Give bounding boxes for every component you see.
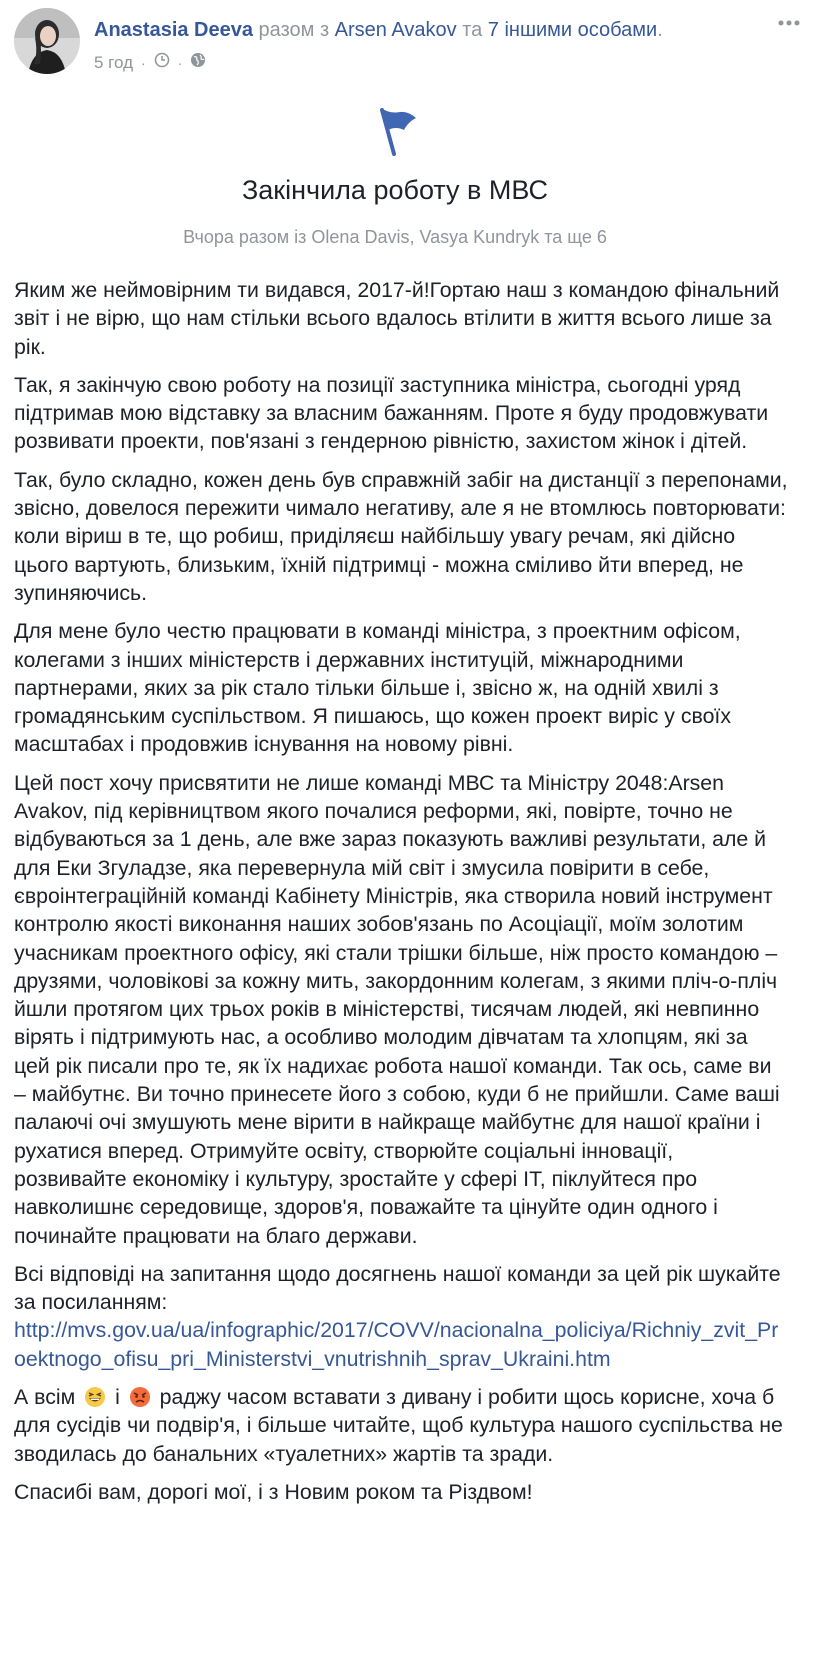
post-header-title bbox=[94, 18, 663, 42]
clock-icon bbox=[154, 52, 170, 73]
more-horizontal-icon[interactable] bbox=[774, 8, 804, 38]
with-text: разом з bbox=[252, 19, 335, 41]
life-event[interactable] bbox=[0, 104, 790, 248]
link-intro-text: Всі відповіді на запитання щодо досягнень нашої команди за цей рік шукайте за посиланням: bbox=[14, 1261, 781, 1315]
post-paragraph-8: Спасибі вам, дорогі мої, і з Новим роком та Різдвом! bbox=[14, 1479, 533, 1504]
flag-icon bbox=[370, 104, 420, 160]
post-meta bbox=[94, 52, 206, 73]
period-text: . bbox=[657, 19, 663, 41]
p7-text-a: А всім bbox=[14, 1384, 76, 1409]
post-paragraph-4: Для мене було честю працювати в команді міністра, з проектним офісом, колегами з інших міністерств і державних інституцій, міжнародними партнерами, яких за рік стало тільки більше і, звісно ж, на одній хвилі з громадянським суспільством. Я пишаюсь, що кожен проект виріс у своїх масштабах і продовжив існування на новому рівні. bbox=[14, 619, 741, 757]
post-header bbox=[14, 8, 804, 78]
post-paragraph-2: Так, я закінчую свою роботу на позиції заступника міністра, сьогодні уряд підтримав мою відставку за власним бажанням. Проте я буду продовжувати розвивати проекти, пов'язані з гендерною рівністю, захистом жінок і дітей. bbox=[14, 372, 769, 454]
author-name-link[interactable]: Anastasia Deeva bbox=[94, 19, 253, 41]
p7-text-b: і bbox=[115, 1384, 120, 1409]
others-link[interactable]: 7 іншими особами bbox=[487, 19, 658, 41]
laughing-emoji-icon bbox=[84, 1386, 106, 1408]
separator-dot: · bbox=[141, 54, 146, 71]
post-timestamp[interactable]: 5 год bbox=[94, 52, 134, 72]
p7-text-c: раджу часом вставати з дивану і робити щось корисне, хоча б для сусідів чи подвір'я, і більше читайте, щоб культура нашого суспільства не зводилась до банальних «туалетних» жартів та зради. bbox=[14, 1384, 783, 1466]
post-paragraph-6 bbox=[14, 1260, 789, 1373]
separator-dot-2: · bbox=[177, 54, 183, 71]
life-event-title: Закінчила роботу в МВС bbox=[241, 175, 548, 205]
angry-emoji-icon bbox=[129, 1386, 151, 1408]
avatar[interactable] bbox=[14, 8, 80, 74]
and-text: та bbox=[456, 19, 488, 41]
post-paragraph-7 bbox=[14, 1383, 789, 1468]
post-body bbox=[14, 276, 789, 1516]
post-paragraph-3: Так, було складно, кожен день був справжній забіг на дистанції з перепонами, звісно, довелося пережити чимало негативу, але я не втомлюсь повторювати: коли віриш в те, що робиш, приділяєш найбільшу увагу речам, які дійсно цього вартують, близьким, їхній підтримці - можна сміливо йти вперед, не зупиняючись. bbox=[14, 467, 788, 605]
globe-icon[interactable] bbox=[190, 52, 206, 73]
report-link[interactable]: http://mvs.gov.ua/ua/infographic/2017/COVV/nacionalna_policiya/Richniy_zvit_Proektnogo_ofisu_pri_Ministerstvi_vnutrishnih_sprav_Ukraini.htm bbox=[14, 1318, 779, 1371]
tagged-person-link[interactable]: Arsen Avakov bbox=[334, 19, 457, 41]
post-paragraph-5: Цей пост хочу присвятити не лише команді МВС та Міністру 2048:Arsen Avakov, під керівництвом якого почалися реформи, які, повірте, точно не відбуваються за 1 день, але вже зараз показують важливі результати, але й для Еки Згуладзе, яка перевернула мій світ і змусила повірити в себе, євроінтеграційній команді Кабінету Міністрів, яка створила новий інструмент контролю якості виконання наших зобов'язань по Асоціації, моїм золотим учасникам проектного офісу, які стали трішки більше, ніж просто командою – друзями, чоловікові за кожну мить, закордонним колегам, з якими пліч-о-пліч йшли протягом цих трьох років в міністерстві, тисячам людей, які невпинно вірять і підтримують нас, а особливо молодим дівчатам та хлопцям, які за цей рік писали про те, як їх надихає робота нашої команди. Так ось, саме ви – майбутнє. Ви точно принесете його з собою, куди б не прийшли. Саме ваші палаючі очі змушують мене вірити в найкраще майбутнє для нашої країни і рухатися вперед. Отримуйте освіту, створюйте соціальні інновації, розвивайте економіку і культуру, зростайте у сфері IT, піклуйтеся про навколишнє середовище, здоров'я, поважайте та цінуйте один одного і починайте працювати на благо держави. bbox=[14, 770, 780, 1248]
life-event-subtitle: Вчора разом із Olena Davis, Vasya Kundryk та ще 6 bbox=[183, 227, 607, 247]
post-paragraph-1: Яким же неймовірним ти видався, 2017-й!Гортаю наш з командою фінальний звіт і не вірю, що нам стільки всього вдалось втілити в життя всього лише за рік. bbox=[14, 278, 780, 359]
